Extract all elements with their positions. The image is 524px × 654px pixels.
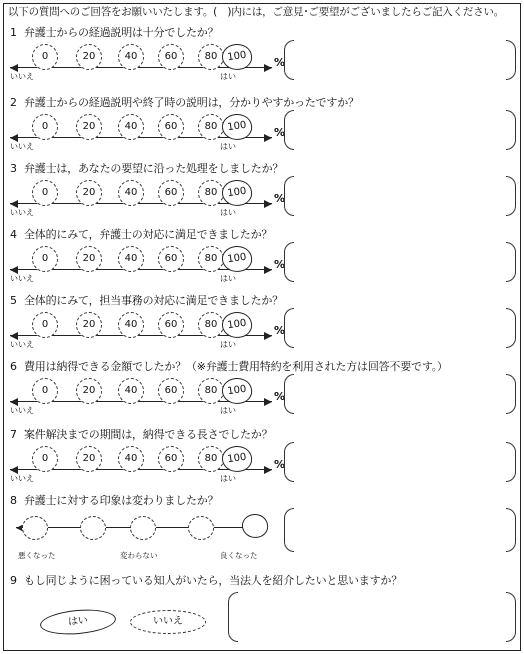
comment-field-7[interactable] xyxy=(284,442,516,482)
arrow-right-icon xyxy=(264,200,272,208)
rating-scale xyxy=(10,378,286,415)
percent-sign: % xyxy=(274,126,286,139)
percent-sign: % xyxy=(274,390,286,403)
question-4 xyxy=(10,226,272,242)
rating-option-60[interactable]: 60 xyxy=(158,378,184,404)
question-text: 案件解決までの期間は，納得できる長さでしたか？ xyxy=(24,428,273,441)
percent-sign: % xyxy=(274,258,286,271)
scale-label-no: いいえ xyxy=(10,142,34,151)
label-worse: 悪くなった xyxy=(18,551,56,560)
rating-scale xyxy=(10,180,286,217)
rating-option-0[interactable]: 0 xyxy=(32,114,58,140)
impression-option-slightly-better[interactable] xyxy=(188,516,214,540)
scale-label-no: いいえ xyxy=(10,474,34,483)
rating-scale xyxy=(10,44,286,81)
label-better: 良くなった xyxy=(220,551,258,560)
question-5 xyxy=(10,292,283,308)
rating-scale xyxy=(10,114,286,151)
rating-option-100[interactable]: 100 xyxy=(220,376,253,406)
rating-option-60[interactable]: 60 xyxy=(158,446,184,472)
rating-option-0[interactable]: 0 xyxy=(32,246,58,272)
rating-option-100[interactable]: 100 xyxy=(220,178,253,208)
question-9 xyxy=(10,572,402,588)
rating-scale xyxy=(10,246,286,283)
rating-option-0[interactable]: 0 xyxy=(32,180,58,206)
comment-field-1[interactable] xyxy=(284,40,516,80)
question-text: もし同じように困っている知人がいたら，当法人を紹介したいと思いますか？ xyxy=(24,574,402,587)
rating-option-60[interactable]: 60 xyxy=(158,44,184,70)
comment-field-3[interactable] xyxy=(284,176,516,216)
rating-option-80[interactable]: 80 xyxy=(198,312,224,338)
rating-option-100[interactable]: 100 xyxy=(220,310,253,340)
rating-option-20[interactable]: 20 xyxy=(76,312,102,338)
impression-option-unchanged[interactable] xyxy=(130,516,156,540)
rating-option-100[interactable]: 100 xyxy=(220,244,253,274)
rating-option-80[interactable]: 80 xyxy=(198,378,224,404)
question-number: 4 xyxy=(10,228,17,241)
rating-option-40[interactable]: 40 xyxy=(118,446,144,472)
rating-option-80[interactable]: 80 xyxy=(198,180,224,206)
arrow-right-icon xyxy=(264,398,272,406)
rating-option-100[interactable]: 100 xyxy=(220,42,253,72)
rating-option-20[interactable]: 20 xyxy=(76,114,102,140)
impression-scale xyxy=(12,514,274,564)
question-3 xyxy=(10,160,283,176)
rating-option-20[interactable]: 20 xyxy=(76,246,102,272)
rating-option-0[interactable]: 0 xyxy=(32,312,58,338)
rating-option-40[interactable]: 40 xyxy=(118,312,144,338)
comment-field-5[interactable] xyxy=(284,308,516,348)
arrow-right-icon xyxy=(264,266,272,274)
comment-field-9[interactable] xyxy=(228,592,516,642)
scale-label-yes: はい xyxy=(220,406,236,415)
rating-option-100[interactable]: 100 xyxy=(220,112,253,142)
rating-option-80[interactable]: 80 xyxy=(198,44,224,70)
rating-option-40[interactable]: 40 xyxy=(118,180,144,206)
question-number: 7 xyxy=(10,428,17,441)
question-text: 弁護士からの経過説明は十分でしたか？ xyxy=(24,26,219,39)
rating-option-40[interactable]: 40 xyxy=(118,44,144,70)
question-1 xyxy=(10,24,218,40)
question-text: 費用は納得できる金額でしたか？（※弁護士費用特約を利用された方は回答不要です。） xyxy=(24,360,448,373)
answer-yes[interactable]: はい xyxy=(39,607,117,638)
rating-option-0[interactable]: 0 xyxy=(32,44,58,70)
rating-scale xyxy=(10,312,286,349)
impression-option-better[interactable] xyxy=(240,512,269,539)
question-number: 9 xyxy=(10,574,17,587)
arrow-right-icon xyxy=(264,332,272,340)
arrow-right-icon xyxy=(264,64,272,72)
rating-option-40[interactable]: 40 xyxy=(118,114,144,140)
rating-option-60[interactable]: 60 xyxy=(158,312,184,338)
rating-option-60[interactable]: 60 xyxy=(158,246,184,272)
rating-option-20[interactable]: 20 xyxy=(76,44,102,70)
question-number: 2 xyxy=(10,96,17,109)
question-text: 弁護士は，あなたの要望に沿った処理をしましたか？ xyxy=(24,162,284,175)
rating-option-20[interactable]: 20 xyxy=(76,446,102,472)
scale-label-no: いいえ xyxy=(10,340,34,349)
impression-option-slightly-worse[interactable] xyxy=(80,516,106,540)
comment-field-8[interactable] xyxy=(284,508,516,552)
scale-label-no: いいえ xyxy=(10,274,34,283)
survey-instructions: 以下の質問へのご回答をお願いいたします。( )内には，ご意見･ご要望がございましたらご記入ください。 xyxy=(8,6,505,18)
rating-option-40[interactable]: 40 xyxy=(118,246,144,272)
rating-scale xyxy=(10,446,286,483)
rating-option-20[interactable]: 20 xyxy=(76,378,102,404)
rating-option-20[interactable]: 20 xyxy=(76,180,102,206)
percent-sign: % xyxy=(274,56,286,69)
rating-option-60[interactable]: 60 xyxy=(158,114,184,140)
percent-sign: % xyxy=(274,458,286,471)
rating-option-100[interactable]: 100 xyxy=(220,444,253,474)
comment-field-2[interactable] xyxy=(284,110,516,150)
impression-option-worse[interactable] xyxy=(22,516,48,540)
arrow-right-icon xyxy=(264,134,272,142)
question-number: 5 xyxy=(10,294,17,307)
question-number: 3 xyxy=(10,162,17,175)
scale-label-yes: はい xyxy=(220,72,236,81)
question-2 xyxy=(10,94,359,110)
question-number: 8 xyxy=(10,494,17,507)
percent-sign: % xyxy=(274,192,286,205)
question-8 xyxy=(10,492,218,508)
comment-field-4[interactable] xyxy=(284,242,516,282)
rating-option-80[interactable]: 80 xyxy=(198,246,224,272)
scale-label-yes: はい xyxy=(220,142,236,151)
question-text: 全体的にみて，担当事務の対応に満足できましたか？ xyxy=(24,294,283,307)
scale-label-yes: はい xyxy=(220,340,236,349)
question-text: 弁護士からの経過説明や終了時の説明は，分かりやすかったですか？ xyxy=(24,96,359,109)
rating-option-0[interactable]: 0 xyxy=(32,378,58,404)
rating-option-40[interactable]: 40 xyxy=(118,378,144,404)
scale-label-no: いいえ xyxy=(10,208,34,217)
scale-label-yes: はい xyxy=(220,208,236,217)
rating-option-80[interactable]: 80 xyxy=(198,446,224,472)
arrow-right-icon xyxy=(264,466,272,474)
percent-sign: % xyxy=(274,324,286,337)
question-6 xyxy=(10,358,448,374)
rating-option-80[interactable]: 80 xyxy=(198,114,224,140)
label-unchanged: 変わらない xyxy=(120,551,158,560)
question-number: 1 xyxy=(10,26,17,39)
comment-field-6[interactable] xyxy=(284,374,516,414)
scale-label-no: いいえ xyxy=(10,406,34,415)
question-text: 弁護士に対する印象は変わりましたか？ xyxy=(24,494,219,507)
scale-label-yes: はい xyxy=(220,474,236,483)
question-text: 全体的にみて，弁護士の対応に満足できましたか？ xyxy=(24,228,273,241)
scale-label-yes: はい xyxy=(220,274,236,283)
question-number: 6 xyxy=(10,360,17,373)
question-7 xyxy=(10,426,272,442)
rating-option-60[interactable]: 60 xyxy=(158,180,184,206)
answer-no[interactable]: いいえ xyxy=(130,610,206,634)
scale-label-no: いいえ xyxy=(10,72,34,81)
rating-option-0[interactable]: 0 xyxy=(32,446,58,472)
